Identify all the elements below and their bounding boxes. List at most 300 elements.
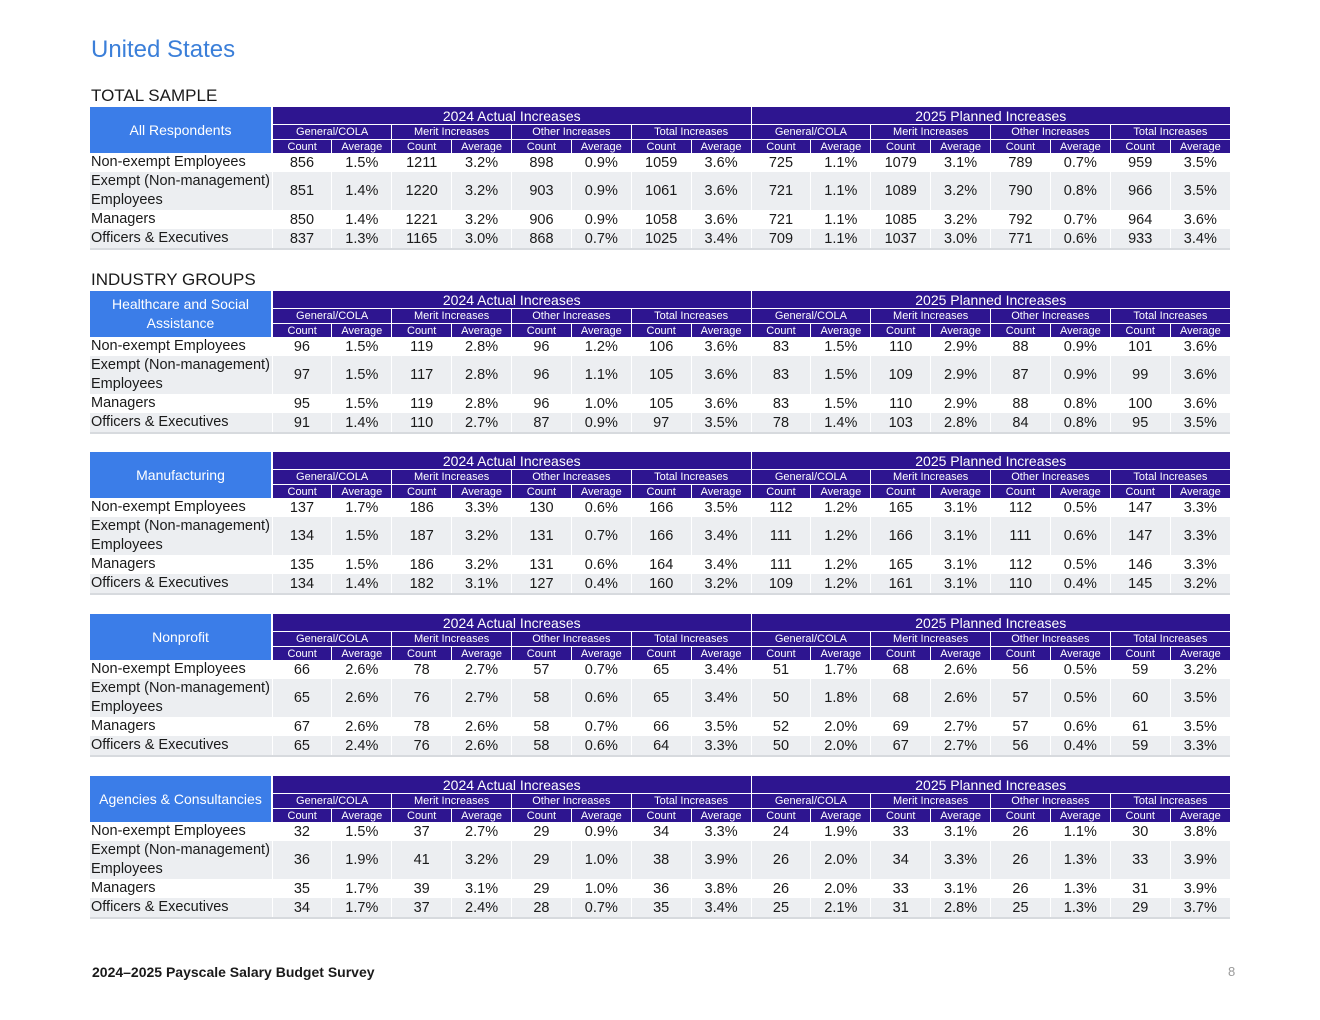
count-cell: 1025 <box>631 229 691 249</box>
count-cell: 165 <box>871 555 931 574</box>
count-cell: 186 <box>392 498 452 517</box>
count-cell: 1220 <box>392 172 452 210</box>
average-cell: 3.2% <box>452 172 512 210</box>
average-cell: 0.7% <box>571 660 631 679</box>
count-cell: 160 <box>631 574 691 594</box>
average-cell: 1.5% <box>332 356 392 394</box>
average-cell: 2.6% <box>452 717 512 736</box>
row-label: Non-exempt Employees <box>90 153 272 172</box>
average-cell: 0.8% <box>1050 413 1110 433</box>
average-cell: 3.3% <box>452 498 512 517</box>
average-cell: 3.6% <box>691 337 751 356</box>
count-cell: 31 <box>1110 879 1170 898</box>
count-cell: 933 <box>1110 229 1170 249</box>
count-cell: 38 <box>631 841 691 879</box>
count-cell: 64 <box>631 736 691 756</box>
average-cell: 1.5% <box>811 356 871 394</box>
average-cell: 3.2% <box>931 172 991 210</box>
section-label-industry-groups: INDUSTRY GROUPS <box>91 270 256 289</box>
average-cell: 2.9% <box>931 394 991 413</box>
actual-increases-header: 2024 Actual Increases <box>272 291 751 309</box>
count-header: Count <box>991 485 1051 499</box>
count-header: Count <box>631 809 691 823</box>
count-header: Count <box>631 324 691 338</box>
average-cell: 0.7% <box>571 517 631 555</box>
count-cell: 182 <box>392 574 452 594</box>
average-cell: 1.2% <box>811 574 871 594</box>
count-cell: 1058 <box>631 210 691 229</box>
average-cell: 3.5% <box>1170 172 1230 210</box>
category-header: Other Increases <box>512 632 632 647</box>
average-cell: 0.6% <box>571 498 631 517</box>
count-cell: 110 <box>991 574 1051 594</box>
average-cell: 3.1% <box>931 822 991 841</box>
row-label: Exempt (Non-management) Employees <box>90 679 272 717</box>
count-cell: 119 <box>392 337 452 356</box>
count-header: Count <box>751 647 811 661</box>
average-cell: 2.0% <box>811 717 871 736</box>
count-cell: 25 <box>751 898 811 918</box>
count-cell: 25 <box>991 898 1051 918</box>
row-label: Managers <box>90 394 272 413</box>
salary-increase-table <box>90 107 1230 250</box>
count-cell: 65 <box>631 660 691 679</box>
group-header: Healthcare and Social Assistance <box>90 291 272 337</box>
average-header: Average <box>452 324 512 338</box>
average-cell: 3.0% <box>931 229 991 249</box>
average-header: Average <box>931 647 991 661</box>
count-cell: 67 <box>871 736 931 756</box>
average-header: Average <box>691 809 751 823</box>
average-cell: 1.5% <box>332 555 392 574</box>
count-cell: 78 <box>392 660 452 679</box>
row-label: Managers <box>90 717 272 736</box>
count-cell: 26 <box>991 879 1051 898</box>
average-cell: 0.9% <box>571 210 631 229</box>
category-header: Total Increases <box>1110 125 1230 140</box>
count-cell: 78 <box>392 717 452 736</box>
report-page <box>90 0 1230 1020</box>
average-cell: 3.4% <box>691 517 751 555</box>
count-cell: 131 <box>512 555 572 574</box>
average-cell: 0.9% <box>1050 356 1110 394</box>
average-cell: 3.7% <box>1170 898 1230 918</box>
page-title: United States <box>91 36 236 63</box>
average-cell: 2.6% <box>931 679 991 717</box>
average-header: Average <box>571 809 631 823</box>
average-header: Average <box>571 647 631 661</box>
count-cell: 103 <box>871 413 931 433</box>
category-header: Total Increases <box>1110 309 1230 324</box>
count-cell: 111 <box>991 517 1051 555</box>
table-block-healthcare <box>90 291 1230 434</box>
row-label: Officers & Executives <box>90 413 272 433</box>
salary-increase-table <box>90 452 1230 595</box>
table-row <box>90 717 1230 736</box>
average-cell: 3.3% <box>1170 517 1230 555</box>
row-label: Exempt (Non-management) Employees <box>90 841 272 879</box>
count-cell: 790 <box>991 172 1051 210</box>
category-header: Other Increases <box>991 125 1111 140</box>
average-header: Average <box>811 809 871 823</box>
count-cell: 50 <box>751 736 811 756</box>
count-cell: 29 <box>512 879 572 898</box>
group-header: Agencies & Consultancies <box>90 776 272 822</box>
category-header: Other Increases <box>512 470 632 485</box>
count-cell: 95 <box>272 394 332 413</box>
category-header: General/COLA <box>272 794 392 809</box>
average-cell: 3.2% <box>691 574 751 594</box>
average-cell: 3.1% <box>931 555 991 574</box>
count-cell: 36 <box>272 841 332 879</box>
average-cell: 3.9% <box>691 841 751 879</box>
count-cell: 166 <box>631 498 691 517</box>
average-cell: 1.2% <box>571 337 631 356</box>
category-header: Merit Increases <box>871 632 991 647</box>
average-cell: 2.6% <box>332 660 392 679</box>
category-header: Other Increases <box>991 470 1111 485</box>
category-header: Other Increases <box>512 309 632 324</box>
row-label: Non-exempt Employees <box>90 337 272 356</box>
average-cell: 1.5% <box>811 337 871 356</box>
average-cell: 2.7% <box>931 717 991 736</box>
count-cell: 117 <box>392 356 452 394</box>
average-header: Average <box>1050 140 1110 154</box>
count-cell: 96 <box>272 337 332 356</box>
row-label: Non-exempt Employees <box>90 822 272 841</box>
count-header: Count <box>392 140 452 154</box>
average-cell: 3.5% <box>1170 153 1230 172</box>
count-cell: 78 <box>751 413 811 433</box>
count-header: Count <box>751 809 811 823</box>
category-header: Merit Increases <box>871 125 991 140</box>
average-header: Average <box>1050 324 1110 338</box>
count-header: Count <box>991 324 1051 338</box>
average-cell: 3.2% <box>1170 660 1230 679</box>
count-cell: 109 <box>751 574 811 594</box>
category-header: Other Increases <box>991 309 1111 324</box>
table-row <box>90 822 1230 841</box>
planned-increases-header: 2025 Planned Increases <box>751 291 1230 309</box>
count-cell: 134 <box>272 574 332 594</box>
table-block-nonprofit <box>90 614 1230 757</box>
average-cell: 3.2% <box>452 555 512 574</box>
average-header: Average <box>332 140 392 154</box>
average-cell: 1.5% <box>332 394 392 413</box>
page-number: 8 <box>1228 964 1236 979</box>
count-cell: 88 <box>991 337 1051 356</box>
average-header: Average <box>1170 647 1230 661</box>
count-cell: 87 <box>991 356 1051 394</box>
average-cell: 3.2% <box>452 153 512 172</box>
average-cell: 1.2% <box>811 555 871 574</box>
count-cell: 34 <box>871 841 931 879</box>
average-header: Average <box>811 140 871 154</box>
count-cell: 57 <box>991 679 1051 717</box>
count-cell: 34 <box>631 822 691 841</box>
count-cell: 76 <box>392 679 452 717</box>
average-cell: 3.3% <box>691 736 751 756</box>
average-cell: 2.6% <box>332 679 392 717</box>
count-cell: 964 <box>1110 210 1170 229</box>
average-cell: 3.3% <box>1170 498 1230 517</box>
row-label: Exempt (Non-management) Employees <box>90 356 272 394</box>
count-cell: 84 <box>991 413 1051 433</box>
average-cell: 1.0% <box>571 394 631 413</box>
table-row <box>90 356 1230 394</box>
count-cell: 36 <box>631 879 691 898</box>
count-header: Count <box>512 324 572 338</box>
average-cell: 2.0% <box>811 736 871 756</box>
table-row <box>90 517 1230 555</box>
count-cell: 112 <box>751 498 811 517</box>
average-cell: 2.0% <box>811 841 871 879</box>
average-cell: 3.1% <box>931 498 991 517</box>
count-header: Count <box>991 809 1051 823</box>
category-header: Merit Increases <box>392 470 512 485</box>
count-cell: 1037 <box>871 229 931 249</box>
count-cell: 66 <box>631 717 691 736</box>
row-label: Officers & Executives <box>90 736 272 756</box>
average-cell: 1.2% <box>811 517 871 555</box>
average-cell: 2.7% <box>452 660 512 679</box>
count-cell: 59 <box>1110 736 1170 756</box>
count-cell: 111 <box>751 517 811 555</box>
average-cell: 2.1% <box>811 898 871 918</box>
average-cell: 1.1% <box>571 356 631 394</box>
average-cell: 0.8% <box>1050 172 1110 210</box>
average-header: Average <box>811 324 871 338</box>
average-header: Average <box>332 324 392 338</box>
count-cell: 61 <box>1110 717 1170 736</box>
average-cell: 3.5% <box>1170 679 1230 717</box>
count-cell: 34 <box>272 898 332 918</box>
salary-increase-table <box>90 776 1230 919</box>
average-cell: 1.3% <box>1050 841 1110 879</box>
table-row <box>90 736 1230 756</box>
average-cell: 1.5% <box>332 822 392 841</box>
average-cell: 3.9% <box>1170 841 1230 879</box>
count-cell: 35 <box>272 879 332 898</box>
average-cell: 3.6% <box>691 172 751 210</box>
average-cell: 3.1% <box>931 517 991 555</box>
category-header: Total Increases <box>1110 632 1230 647</box>
count-cell: 166 <box>871 517 931 555</box>
average-cell: 1.1% <box>811 172 871 210</box>
category-header: Total Increases <box>631 125 751 140</box>
category-header: Merit Increases <box>871 470 991 485</box>
category-header: Merit Increases <box>871 309 991 324</box>
count-cell: 161 <box>871 574 931 594</box>
row-label: Officers & Executives <box>90 574 272 594</box>
table-row <box>90 679 1230 717</box>
average-cell: 2.7% <box>452 413 512 433</box>
count-cell: 97 <box>272 356 332 394</box>
count-cell: 127 <box>512 574 572 594</box>
count-cell: 29 <box>1110 898 1170 918</box>
average-cell: 1.3% <box>1050 879 1110 898</box>
count-cell: 87 <box>512 413 572 433</box>
average-cell: 1.3% <box>332 229 392 249</box>
table-row <box>90 229 1230 249</box>
average-cell: 2.8% <box>452 356 512 394</box>
count-header: Count <box>1110 647 1170 661</box>
average-cell: 1.7% <box>332 898 392 918</box>
count-cell: 60 <box>1110 679 1170 717</box>
count-header: Count <box>751 485 811 499</box>
average-cell: 3.2% <box>452 210 512 229</box>
count-cell: 83 <box>751 394 811 413</box>
average-cell: 1.5% <box>332 517 392 555</box>
average-cell: 0.6% <box>1050 229 1110 249</box>
count-cell: 1211 <box>392 153 452 172</box>
average-cell: 0.7% <box>571 229 631 249</box>
planned-increases-header: 2025 Planned Increases <box>751 614 1230 632</box>
average-cell: 2.4% <box>452 898 512 918</box>
average-cell: 1.7% <box>811 660 871 679</box>
average-cell: 3.6% <box>691 356 751 394</box>
count-cell: 1221 <box>392 210 452 229</box>
count-cell: 725 <box>751 153 811 172</box>
average-header: Average <box>811 647 871 661</box>
count-cell: 903 <box>512 172 572 210</box>
count-header: Count <box>272 647 332 661</box>
average-cell: 2.6% <box>931 660 991 679</box>
average-header: Average <box>931 485 991 499</box>
count-cell: 88 <box>991 394 1051 413</box>
average-cell: 2.7% <box>452 679 512 717</box>
count-header: Count <box>991 140 1051 154</box>
count-cell: 137 <box>272 498 332 517</box>
table-row <box>90 879 1230 898</box>
average-cell: 2.8% <box>931 898 991 918</box>
average-cell: 1.0% <box>571 879 631 898</box>
count-cell: 33 <box>871 879 931 898</box>
table-row <box>90 841 1230 879</box>
count-cell: 51 <box>751 660 811 679</box>
count-cell: 96 <box>512 394 572 413</box>
count-header: Count <box>1110 140 1170 154</box>
count-header: Count <box>512 809 572 823</box>
count-header: Count <box>871 324 931 338</box>
average-cell: 0.9% <box>571 413 631 433</box>
footer-title: 2024–2025 Payscale Salary Budget Survey <box>92 964 375 980</box>
average-cell: 0.6% <box>571 555 631 574</box>
average-cell: 3.8% <box>1170 822 1230 841</box>
average-cell: 0.6% <box>571 736 631 756</box>
count-cell: 65 <box>631 679 691 717</box>
average-header: Average <box>332 485 392 499</box>
count-cell: 96 <box>512 337 572 356</box>
count-header: Count <box>392 809 452 823</box>
count-cell: 134 <box>272 517 332 555</box>
count-cell: 112 <box>991 498 1051 517</box>
average-cell: 3.8% <box>691 879 751 898</box>
count-header: Count <box>751 140 811 154</box>
average-cell: 3.0% <box>452 229 512 249</box>
count-cell: 97 <box>631 413 691 433</box>
average-cell: 3.3% <box>931 841 991 879</box>
count-cell: 68 <box>871 660 931 679</box>
count-cell: 39 <box>392 879 452 898</box>
count-cell: 68 <box>871 679 931 717</box>
category-header: Other Increases <box>991 794 1111 809</box>
table-row <box>90 574 1230 594</box>
category-header: Merit Increases <box>871 794 991 809</box>
category-header: Total Increases <box>631 794 751 809</box>
count-cell: 1061 <box>631 172 691 210</box>
count-cell: 26 <box>751 841 811 879</box>
category-header: General/COLA <box>751 470 871 485</box>
count-cell: 119 <box>392 394 452 413</box>
count-cell: 67 <box>272 717 332 736</box>
average-cell: 3.6% <box>691 394 751 413</box>
count-header: Count <box>1110 324 1170 338</box>
average-cell: 3.6% <box>691 210 751 229</box>
average-cell: 0.9% <box>571 822 631 841</box>
average-header: Average <box>1170 324 1230 338</box>
count-header: Count <box>991 647 1051 661</box>
count-header: Count <box>272 485 332 499</box>
average-cell: 2.6% <box>452 736 512 756</box>
count-cell: 130 <box>512 498 572 517</box>
count-header: Count <box>272 324 332 338</box>
count-cell: 100 <box>1110 394 1170 413</box>
average-cell: 0.6% <box>1050 717 1110 736</box>
count-cell: 1079 <box>871 153 931 172</box>
row-label: Managers <box>90 555 272 574</box>
average-cell: 2.9% <box>931 356 991 394</box>
section-label-total-sample: TOTAL SAMPLE <box>91 86 218 105</box>
table-row <box>90 898 1230 918</box>
average-cell: 3.6% <box>1170 337 1230 356</box>
average-cell: 1.5% <box>332 337 392 356</box>
average-cell: 3.5% <box>1170 413 1230 433</box>
count-cell: 57 <box>512 660 572 679</box>
count-cell: 58 <box>512 679 572 717</box>
group-header: Manufacturing <box>90 452 272 498</box>
average-cell: 3.3% <box>1170 555 1230 574</box>
row-label: Officers & Executives <box>90 898 272 918</box>
average-cell: 3.5% <box>691 413 751 433</box>
category-header: General/COLA <box>751 309 871 324</box>
average-header: Average <box>931 140 991 154</box>
count-cell: 1089 <box>871 172 931 210</box>
count-cell: 95 <box>1110 413 1170 433</box>
count-cell: 959 <box>1110 153 1170 172</box>
count-cell: 65 <box>272 679 332 717</box>
average-cell: 3.5% <box>1170 717 1230 736</box>
count-cell: 76 <box>392 736 452 756</box>
average-cell: 1.7% <box>332 498 392 517</box>
average-cell: 0.6% <box>571 679 631 717</box>
average-cell: 1.5% <box>811 394 871 413</box>
average-cell: 2.7% <box>931 736 991 756</box>
average-cell: 3.1% <box>452 879 512 898</box>
count-header: Count <box>1110 485 1170 499</box>
count-cell: 906 <box>512 210 572 229</box>
category-header: Other Increases <box>991 632 1111 647</box>
average-cell: 3.1% <box>452 574 512 594</box>
category-header: Other Increases <box>512 125 632 140</box>
average-cell: 1.4% <box>332 172 392 210</box>
count-cell: 52 <box>751 717 811 736</box>
row-label: Non-exempt Employees <box>90 498 272 517</box>
average-cell: 1.4% <box>332 210 392 229</box>
average-cell: 1.8% <box>811 679 871 717</box>
count-cell: 837 <box>272 229 332 249</box>
count-cell: 110 <box>871 337 931 356</box>
